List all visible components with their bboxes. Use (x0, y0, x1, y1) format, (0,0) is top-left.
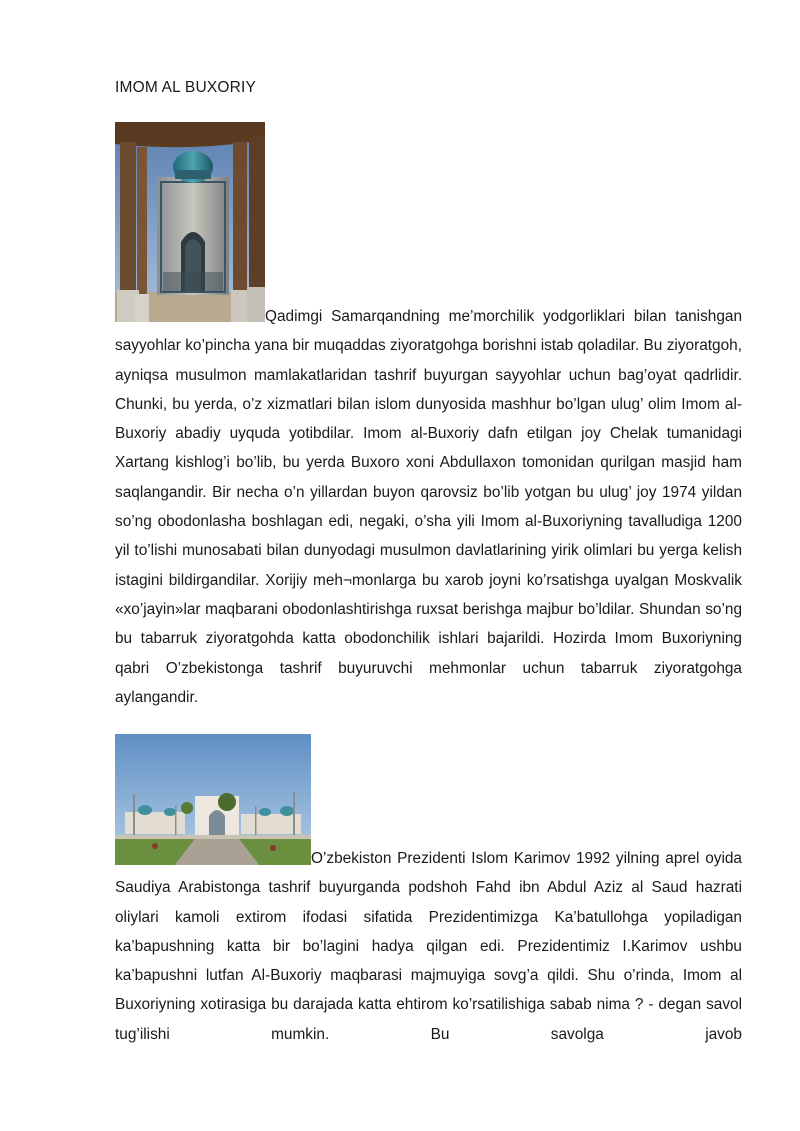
mausoleum-photo (115, 122, 265, 322)
paragraph-2: O’zbekiston Prezidenti Islom Karimov 1992 yilning aprel oyida Saudiya Arabistonga tashrif buyurganda podshoh Fahd ibn Abdul Aziz al Saud hazrati oliylari kamoli extirom ifodasi sifatida Prezidentimizga Ka’batullohga yopiladigan ka’bapushning katta bir bo’lagini hadya qilgan edi. Prezidentimiz I.Karimov ushbu ka’bapushni lutfan Al-Buxoriy maqbarasi majmuyiga sovg’a qildi. Shu o’rinda, Imom al Buxoriyning xotirasiga bu darajada katta ehtirom ko’rsatilishiga sabab nima ? - degan savol tug’ilishi mumkin. Bu savolga javob (115, 850, 742, 1043)
paragraph-1: Qadimgi Samarqandning me’morchilik yodgorliklari bilan tanishgan sayyohlar ko’pincha yana bir muqaddas ziyoratgohga borishni istab qoladilar. Bu ziyoratgoh, ayniqsa musulmon mamlakatlaridan tashrif buyurgan sayyohlar uchun bag’oyat qadrlidir. Chunki, bu yerda, o’z xizmatlari bilan islom dunyosida mashhur bo’lgan ulug’ olim Imom al-Buxoriy abadiy uyquda yotibdilar. Imom al-Buxoriy dafn etilgan joy Chelak tumanidagi Xartang kishlog’i bo’lib, bu yerda Buxoro xoni Abdullaxon tomonidan qurilgan masjid ham saqlangandir. Bir necha o’n yillardan buyon qarovsiz bo’lib yotgan bu ulug’ joy 1974 yildan so’ng obodonlasha boshlagan edi, negaki, o’sha yili Imom al-Buxoriyning tavalludiga 1200 yil to’lishi munosabati bilan dunyodagi musulmon davlatlarining yirik olimlari bu yerga kelish istagini bildirgandilar. Xorijiy meh¬monlarga bu xarob joyni ko’rsatishga uyalgan Moskvalik «xo’jayin»lar maqbarani obodonlashtirishga ruxsat berishga majbur bo’ldilar. Shundan so’ng bu tabarruk ziyoratgohda katta obodonchilik ishlari bajarildi. Hozirda Imom Buxoriyning qabri O’zbekistonga tashrif buyuruvchi mehmonlar uchun tabarruk ziyoratgohga aylangandir. (115, 308, 742, 706)
document-title: IMOM AL BUXORIY (115, 79, 257, 96)
